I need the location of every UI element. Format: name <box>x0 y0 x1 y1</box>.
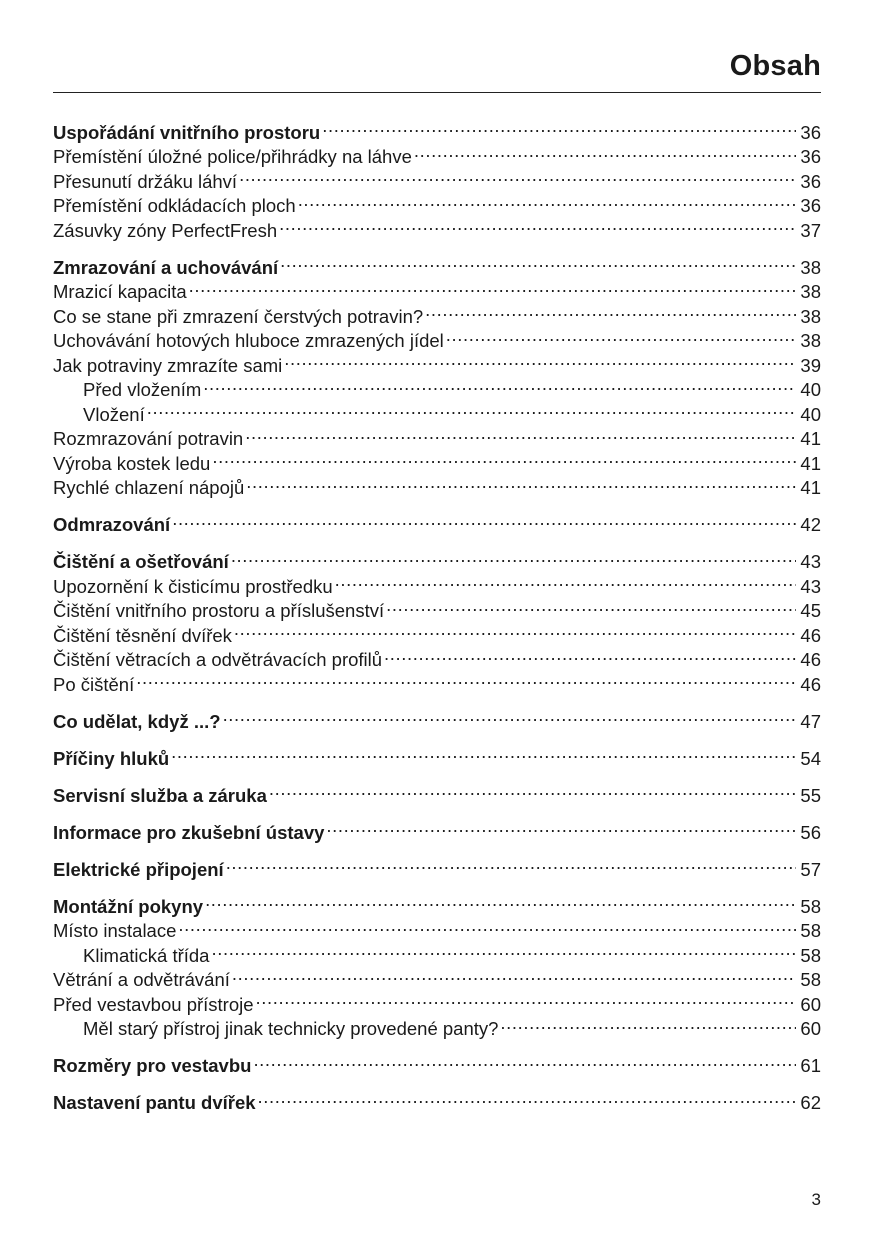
toc-entry-page: 58 <box>800 944 821 966</box>
toc-entry-title: Rozmrazování potravin <box>53 428 244 449</box>
dot-leader <box>136 666 796 691</box>
toc-chapter-entry[interactable] <box>53 544 821 572</box>
toc-entry-title: Příčiny hluků <box>53 747 170 769</box>
toc-section <box>53 507 821 535</box>
toc-entry-page: 47 <box>800 710 821 732</box>
dot-leader <box>386 593 796 618</box>
toc-entry-page: 60 <box>800 993 821 1015</box>
toc-entry-page: 43 <box>800 551 821 572</box>
toc-entry-page: 61 <box>800 1055 821 1076</box>
toc-entry-title: Co se stane při zmrazení čerstvých potravin? <box>53 305 424 327</box>
toc-entry-page: 38 <box>800 330 821 351</box>
toc-entry-title: Čištění vnitřního prostoru a příslušenství <box>53 600 385 621</box>
toc-chapter-entry[interactable] <box>53 703 821 732</box>
toc-chapter-entry[interactable] <box>53 114 821 143</box>
toc-entry-page: 54 <box>800 747 821 769</box>
toc-entry-page: 58 <box>800 895 821 917</box>
toc-entry-title: Upozornění k čisticímu prostředku <box>53 575 333 597</box>
toc-section <box>53 249 821 498</box>
toc-chapter-entry[interactable] <box>53 888 821 917</box>
toc-section <box>53 1048 821 1076</box>
dot-leader <box>211 937 796 962</box>
toc-entry-title: Větrání a odvětrávání <box>53 969 230 990</box>
toc-entry-page: 36 <box>800 195 821 216</box>
toc-entry-page: 40 <box>800 403 821 425</box>
dot-leader <box>223 703 797 728</box>
dot-leader <box>205 888 796 913</box>
toc-section <box>53 1085 821 1113</box>
title-divider <box>53 92 821 93</box>
toc-chapter-entry[interactable] <box>53 1048 821 1076</box>
toc-entry-title: Čištění a ošetřování <box>53 551 229 572</box>
toc-chapter-entry[interactable] <box>53 507 821 535</box>
dot-leader <box>189 274 797 299</box>
toc-entry-page: 62 <box>800 1092 821 1113</box>
toc-entry-page: 57 <box>800 858 821 880</box>
toc-entry-page: 38 <box>800 256 821 278</box>
toc-entry-page: 41 <box>800 477 821 498</box>
toc-entry-title: Před vložením <box>83 379 202 400</box>
dot-leader <box>425 298 796 323</box>
dot-leader <box>178 913 796 938</box>
toc-section <box>53 544 821 695</box>
toc-entry-title: Uchovávání hotových hluboce zmrazených jídel <box>53 330 444 351</box>
toc-entry-title: Co udělat, když ...? <box>53 710 221 732</box>
toc-entry-title: Před vestavbou přístroje <box>53 993 254 1015</box>
toc-entry-page: 38 <box>800 281 821 302</box>
dot-leader <box>239 163 796 188</box>
toc-section-entry[interactable] <box>53 421 821 449</box>
toc-section-entry[interactable] <box>53 666 821 695</box>
toc-entry-page: 41 <box>800 452 821 474</box>
dot-leader <box>245 421 796 446</box>
toc-section <box>53 777 821 806</box>
toc-chapter-entry[interactable] <box>53 814 821 843</box>
toc-chapter-entry[interactable] <box>53 249 821 278</box>
dot-leader <box>298 188 797 213</box>
toc-entry-title: Servisní služba a záruka <box>53 784 267 806</box>
toc-entry-title: Informace pro zkušební ústavy <box>53 821 325 843</box>
toc-entry-title: Zásuvky zóny PerfectFresh <box>53 219 278 241</box>
toc-entry-page: 43 <box>800 575 821 597</box>
dot-leader <box>414 139 797 164</box>
toc-section <box>53 740 821 769</box>
dot-leader <box>147 396 797 421</box>
dot-leader <box>322 114 796 139</box>
toc-section <box>53 851 821 880</box>
dot-leader <box>269 777 797 802</box>
toc-entry-title: Jak potraviny zmrazíte sami <box>53 354 283 376</box>
toc-entry-page: 36 <box>800 146 821 167</box>
toc-chapter-entry[interactable] <box>53 777 821 806</box>
table-of-contents <box>53 114 821 1122</box>
dot-leader <box>326 814 796 839</box>
toc-entry-page: 58 <box>800 969 821 990</box>
dot-leader <box>384 642 796 667</box>
dot-leader <box>232 962 797 987</box>
toc-entry-title: Elektrické připojení <box>53 858 224 880</box>
dot-leader <box>226 851 797 876</box>
toc-entry-title: Odmrazování <box>53 514 171 535</box>
toc-entry-title: Čištění těsnění dvířek <box>53 624 232 646</box>
toc-entry-page: 37 <box>800 219 821 241</box>
toc-entry-title: Místo instalace <box>53 920 177 941</box>
dot-leader <box>256 986 797 1011</box>
toc-entry-page: 55 <box>800 784 821 806</box>
toc-entry-title: Montážní pokyny <box>53 895 204 917</box>
dot-leader <box>500 1011 796 1036</box>
toc-subsection-entry[interactable] <box>53 396 821 425</box>
dot-leader <box>171 740 796 765</box>
toc-entry-page: 36 <box>800 121 821 143</box>
toc-entry-page: 36 <box>800 170 821 192</box>
toc-entry-title: Rychlé chlazení nápojů <box>53 477 245 498</box>
toc-entry-page: 39 <box>800 354 821 376</box>
toc-entry-title: Přemístění odkládacích ploch <box>53 195 296 216</box>
toc-chapter-entry[interactable] <box>53 740 821 769</box>
toc-entry-page: 42 <box>800 514 821 535</box>
dot-leader <box>280 249 796 274</box>
page-number: 3 <box>811 1190 821 1209</box>
toc-entry-title: Přemístění úložné police/přihrádky na láhve <box>53 146 412 167</box>
dot-leader <box>279 212 796 237</box>
toc-section <box>53 814 821 843</box>
toc-section <box>53 888 821 1039</box>
toc-entry-page: 58 <box>800 920 821 941</box>
dot-leader <box>172 507 796 532</box>
toc-entry-title: Výroba kostek ledu <box>53 452 211 474</box>
toc-entry-title: Vložení <box>83 403 145 425</box>
toc-chapter-entry[interactable] <box>53 851 821 880</box>
dot-leader <box>231 544 797 569</box>
dot-leader <box>284 347 796 372</box>
toc-entry-title: Uspořádání vnitřního prostoru <box>53 121 321 143</box>
toc-entry-title: Mrazicí kapacita <box>53 281 187 302</box>
dot-leader <box>246 470 796 495</box>
page-title: Obsah <box>729 50 821 82</box>
toc-section <box>53 114 821 241</box>
dot-leader <box>212 445 796 470</box>
toc-entry-title: Přesunutí držáku láhví <box>53 170 238 192</box>
toc-section <box>53 703 821 732</box>
dot-leader <box>253 1048 796 1073</box>
toc-entry-title: Zmrazování a uchovávání <box>53 256 279 278</box>
toc-entry-page: 46 <box>800 624 821 646</box>
toc-entry-page: 45 <box>800 600 821 621</box>
toc-entry-page: 46 <box>800 673 821 695</box>
toc-entry-page: 56 <box>800 821 821 843</box>
dot-leader <box>335 568 797 593</box>
toc-entry-page: 46 <box>800 649 821 670</box>
toc-entry-page: 38 <box>800 305 821 327</box>
dot-leader <box>203 372 796 397</box>
dot-leader <box>446 323 797 348</box>
toc-entry-title: Klimatická třída <box>83 944 210 966</box>
toc-entry-title: Čištění větracích a odvětrávacích profilů <box>53 649 383 670</box>
toc-entry-page: 40 <box>800 379 821 400</box>
toc-entry-title: Rozměry pro vestavbu <box>53 1055 252 1076</box>
toc-entry-title: Po čištění <box>53 673 135 695</box>
toc-entry-page: 60 <box>800 1018 821 1039</box>
dot-leader <box>258 1085 797 1110</box>
toc-entry-title: Měl starý přístroj jinak technicky provedené panty? <box>83 1018 499 1039</box>
toc-chapter-entry[interactable] <box>53 1085 821 1113</box>
toc-entry-title: Nastavení pantu dvířek <box>53 1092 256 1113</box>
toc-entry-page: 41 <box>800 428 821 449</box>
dot-leader <box>234 617 797 642</box>
